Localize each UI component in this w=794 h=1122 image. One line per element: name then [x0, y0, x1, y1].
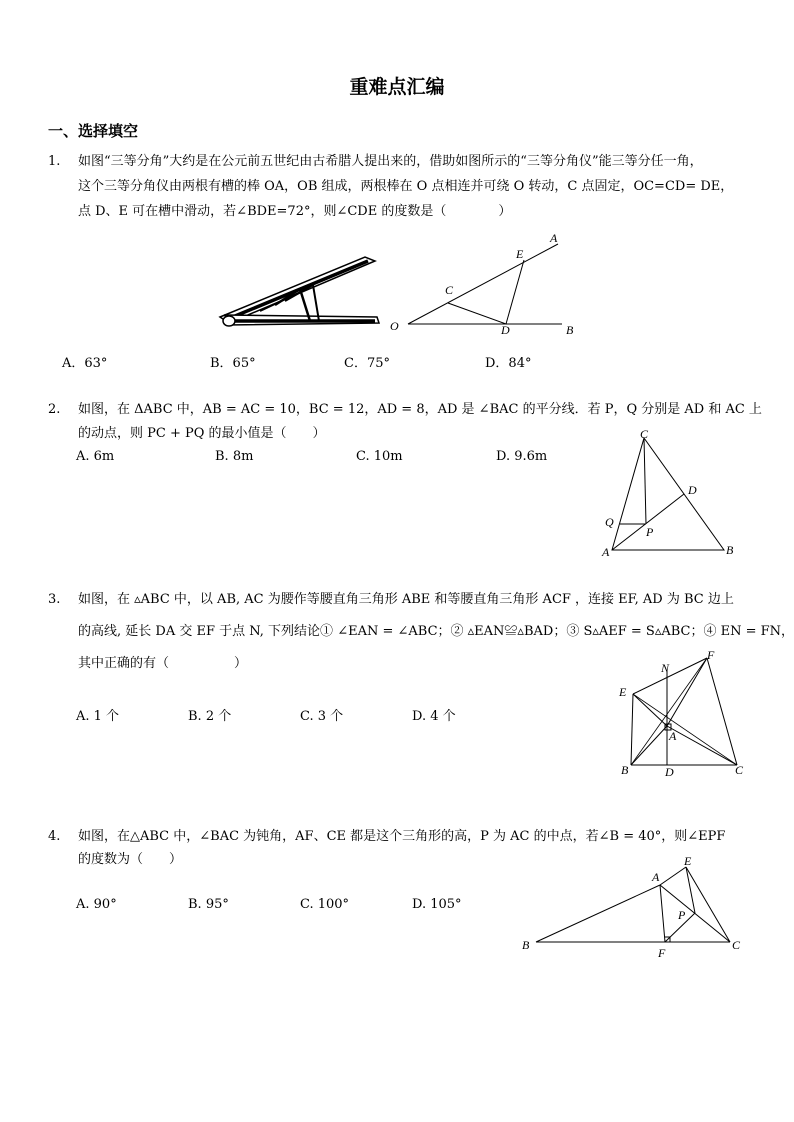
label-c: C: [640, 427, 649, 441]
question-3-option-b[interactable]: B. 2 个: [188, 709, 232, 724]
label-f: F: [658, 946, 666, 960]
question-3-option-a[interactable]: A. 1 个: [76, 709, 120, 724]
label-e: E: [516, 247, 524, 261]
label-c: C: [735, 763, 744, 777]
question-2-option-b[interactable]: B. 8m: [215, 449, 254, 464]
label-c: C: [732, 938, 741, 952]
label-d: D: [501, 323, 510, 337]
trisector-geometry-figure: [390, 230, 590, 340]
triangle-pq-figure: [600, 428, 740, 563]
question-2-line-2: 的动点，则 PC + PQ 的最小值是（ ）: [78, 426, 326, 441]
question-4-option-b[interactable]: B. 95°: [188, 897, 229, 912]
question-2-option-d[interactable]: D. 9.6m: [496, 449, 548, 464]
label-p: P: [678, 908, 686, 922]
label-e: E: [684, 854, 692, 868]
label-e: E: [619, 685, 627, 699]
question-2-line-1: 如图，在 ΔABC 中，AB = AC = 10，BC = 12，AD = 8，AD 是 ∠BAC 的平分线．若 P，Q 分别是 AD 和 AC 上: [78, 402, 762, 417]
question-4-number: 4.: [48, 829, 61, 844]
trisector-device-figure: [215, 245, 385, 335]
label-b: B: [566, 323, 574, 337]
question-1-number: 1.: [48, 154, 61, 169]
isosceles-right-triangles-figure: [615, 650, 755, 780]
question-3-line-3: 其中正确的有（ ）: [78, 656, 248, 671]
label-b: B: [621, 763, 629, 777]
question-1-option-c[interactable]: C．75°: [344, 356, 390, 371]
label-a: A: [669, 729, 677, 743]
label-a: A: [602, 545, 610, 559]
question-1-option-d[interactable]: D．84°: [485, 356, 532, 371]
question-2-option-c[interactable]: C. 10m: [356, 449, 403, 464]
question-1-line-3: 点 D、E 可在槽中滑动，若∠BDE=72°，则∠CDE 的度数是（ ）: [78, 204, 512, 219]
question-1-option-b[interactable]: B．65°: [210, 356, 256, 371]
label-b: B: [726, 543, 734, 557]
label-a: A: [550, 231, 558, 245]
question-3-option-c[interactable]: C. 3 个: [300, 709, 344, 724]
question-1-line-2: 这个三等分角仪由两根有槽的棒 OA，OB 组成，两根棒在 O 点相连并可绕 O 转动，C 点固定，OC=CD= DE，: [78, 179, 734, 194]
question-3-option-d[interactable]: D. 4 个: [412, 709, 456, 724]
question-4-option-d[interactable]: D. 105°: [412, 897, 462, 912]
question-3-number: 3.: [48, 592, 61, 607]
question-4-line-1: 如图，在△ABC 中，∠BAC 为钝角，AF、CE 都是这个三角形的高，P 为 AC 的中点，若∠B = 40°，则∠EPF: [78, 829, 726, 844]
label-n: N: [661, 661, 670, 675]
page-title: 重难点汇编: [349, 76, 445, 98]
section-heading: 一、选择填空: [48, 122, 139, 140]
question-2-number: 2.: [48, 402, 61, 417]
question-1-line-1: 如图“三等分角”大约是在公元前五世纪由古希腊人提出来的，借助如图所示的“三等分角仪”能三等分任一角，: [78, 154, 703, 169]
question-1-option-a[interactable]: A．63°: [62, 356, 108, 371]
question-4-line-2: 的度数为（ ）: [78, 852, 183, 867]
label-o: O: [390, 319, 399, 333]
label-f: F: [707, 648, 715, 662]
question-3-line-1: 如图，在 ▵ABC 中，以 AB, AC 为腰作等腰直角三角形 ABE 和等腰直角三角形 ACF ，连接 EF, AD 为 BC 边上: [78, 592, 734, 607]
question-2-option-a[interactable]: A. 6m: [76, 449, 115, 464]
question-4-option-a[interactable]: A. 90°: [76, 897, 117, 912]
label-d: D: [688, 483, 697, 497]
label-p: P: [646, 525, 654, 539]
label-q: Q: [605, 515, 614, 529]
label-d: D: [665, 765, 674, 779]
obtuse-triangle-figure: [520, 855, 750, 960]
question-4-option-c[interactable]: C. 100°: [300, 897, 350, 912]
label-c: C: [445, 283, 454, 297]
label-b: B: [522, 938, 530, 952]
label-a: A: [652, 870, 660, 884]
question-3-line-2: 的高线, 延长 DA 交 EF 于点 N, 下列结论① ∠EAN = ∠ABC；② ▵EAN≌▵BAD；③ S▵AEF = S▵ABC；④ EN = FN，: [78, 624, 794, 639]
